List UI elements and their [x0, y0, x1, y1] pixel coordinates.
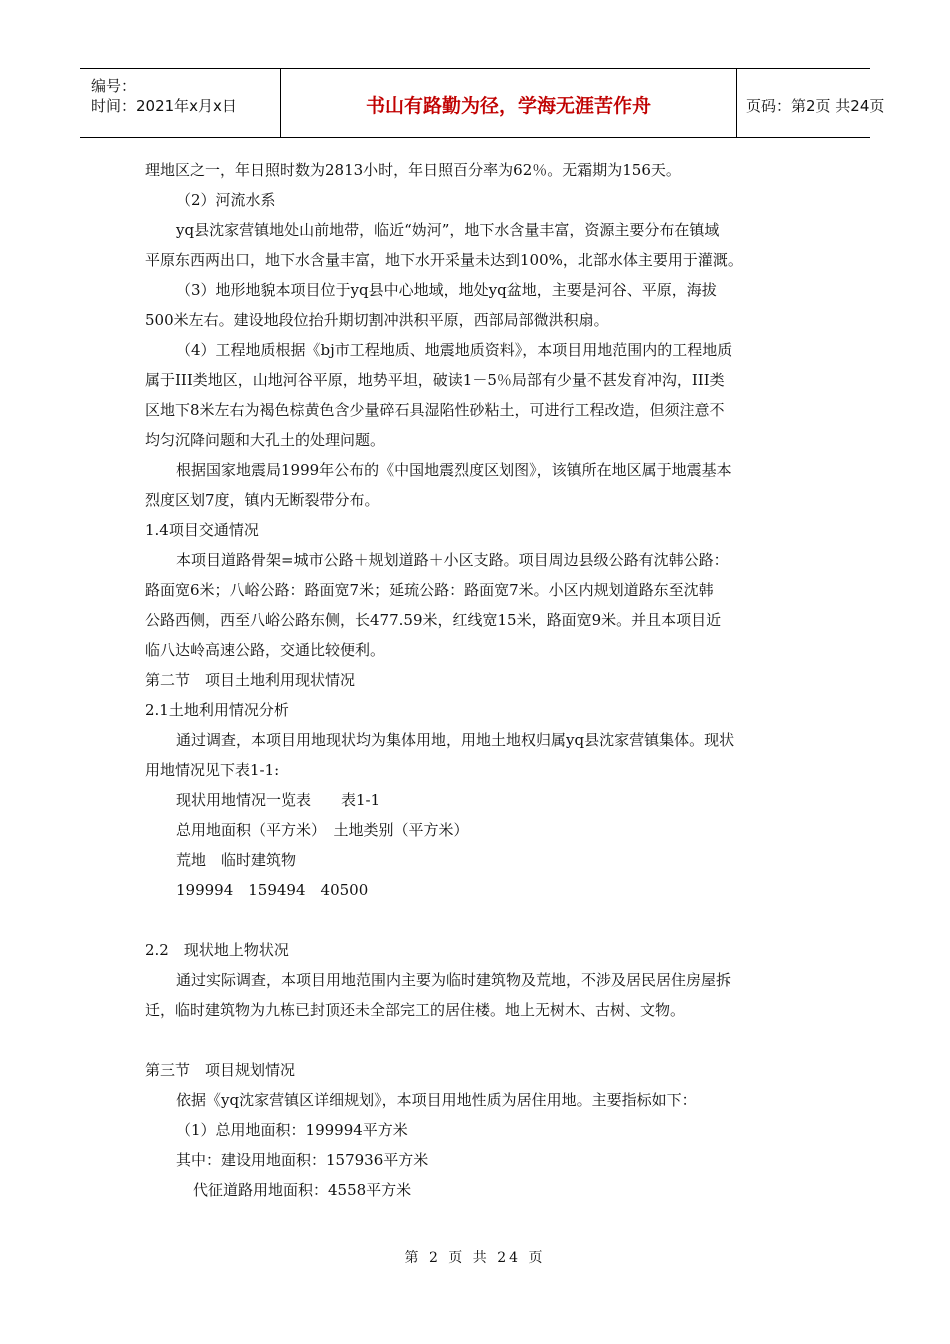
table-title: 现状用地情况一览表 表1-1 — [176, 791, 381, 809]
paragraph-line: 属于III类地区，山地河谷平原，地势平坦，破读1－5％局部有少量不甚发育冲沟，III类 — [145, 371, 725, 389]
paragraph-line: 临八达岭高速公路，交通比较便利。 — [145, 641, 386, 659]
paragraph-line: 烈度区划7度，镇内无断裂带分布。 — [145, 491, 380, 509]
document-body — [145, 155, 815, 1205]
paragraph-line: 迁，临时建筑物为九栋已封顶还未全部完工的居住楼。地上无树木、古树、文物。 — [145, 1001, 686, 1019]
chapter-heading: 第三节 项目规划情况 — [145, 1061, 296, 1079]
section-heading: 2.1土地利用情况分析 — [145, 701, 289, 719]
paragraph-line: 本项目道路骨架=城市公路＋规划道路＋小区支路。项目周边县级公路有沈韩公路： — [176, 551, 729, 569]
paragraph-line: 平原东西两出口，地下水含量丰富，地下水开采量未达到100%，北部水体主要用于灌溉。 — [145, 251, 743, 269]
list-item: 代征道路用地面积：4558平方米 — [193, 1181, 412, 1199]
document-date-label: 时间：2021年x月x日 — [91, 97, 237, 115]
paragraph-line: 通过实际调查，本项目用地范围内主要为临时建筑物及荒地，不涉及居民居住房屋拆 — [176, 971, 732, 989]
paragraph-line: （4）工程地质根据《bj市工程地质、地震地质资料》，本项目用地范围内的工程地质 — [176, 341, 733, 359]
header-page-cell — [736, 69, 885, 137]
section-heading: 1.4项目交通情况 — [145, 521, 259, 539]
paragraph-line: 公路西侧，西至八峪公路东侧，长477.59米，红线宽15米，路面宽9米。并且本项目近 — [145, 611, 722, 629]
paragraph-line: 区地下8米左右为褐色棕黄色含少量碎石具湿陷性砂粘土，可进行工程改造，但须注意不 — [145, 401, 725, 419]
paragraph-line: 理地区之一，年日照时数为2813小时，年日照百分率为62％。无霜期为156天。 — [145, 161, 681, 179]
paragraph-line: 依据《yq沈家营镇区详细规划》，本项目用地性质为居住用地。主要指标如下： — [176, 1091, 697, 1109]
list-item: 其中：建设用地面积：157936平方米 — [176, 1151, 429, 1169]
document-number-label: 编号： — [91, 77, 137, 95]
page-footer: 第 2 页 共 24 页 — [404, 1250, 546, 1266]
header-page-number: 页码：第2页 共24页 — [746, 97, 885, 115]
paragraph-line: 均匀沉降问题和大孔土的处理问题。 — [145, 431, 386, 449]
paragraph-line: （3）地形地貌本项目位于yq县中心地域，地处yq盆地，主要是河谷、平原，海拔 — [176, 281, 717, 299]
paragraph-line: 500米左右。建设地段位抬升期切割冲洪积平原，西部局部微洪积扇。 — [145, 311, 609, 329]
list-item: （1）总用地面积：199994平方米 — [176, 1121, 408, 1139]
page-header — [80, 68, 885, 138]
header-motto: 书山有路勤为径，学海无涯苦作舟 — [365, 95, 651, 117]
paragraph-line: 路面宽6米；八峪公路：路面宽7米；延琉公路：路面宽7米。小区内规划道路东至沈韩 — [145, 581, 714, 599]
table-values: 199994 159494 40500 — [176, 881, 369, 899]
paragraph-line: yq县沈家营镇地处山前地带，临近“妫河”，地下水含量丰富，资源主要分布在镇域 — [176, 221, 720, 239]
paragraph-line: 用地情况见下表1-1: — [145, 761, 280, 779]
section-heading: 2.2 现状地上物状况 — [145, 941, 289, 959]
table-header: 总用地面积（平方米） 土地类别（平方米） — [176, 821, 469, 839]
paragraph-line: 根据国家地震局1999年公布的《中国地震烈度区划图》，该镇所在地区属于地震基本 — [176, 461, 732, 479]
chapter-heading: 第二节 项目土地利用现状情况 — [145, 671, 356, 689]
header-left-cell — [80, 69, 280, 137]
header-motto-cell — [280, 69, 737, 137]
table-subheader: 荒地 临时建筑物 — [176, 851, 297, 869]
subsection-heading: （2）河流水系 — [176, 191, 276, 209]
paragraph-line: 通过调查，本项目用地现状均为集体用地，用地土地权归属yq县沈家营镇集体。现状 — [176, 731, 735, 749]
